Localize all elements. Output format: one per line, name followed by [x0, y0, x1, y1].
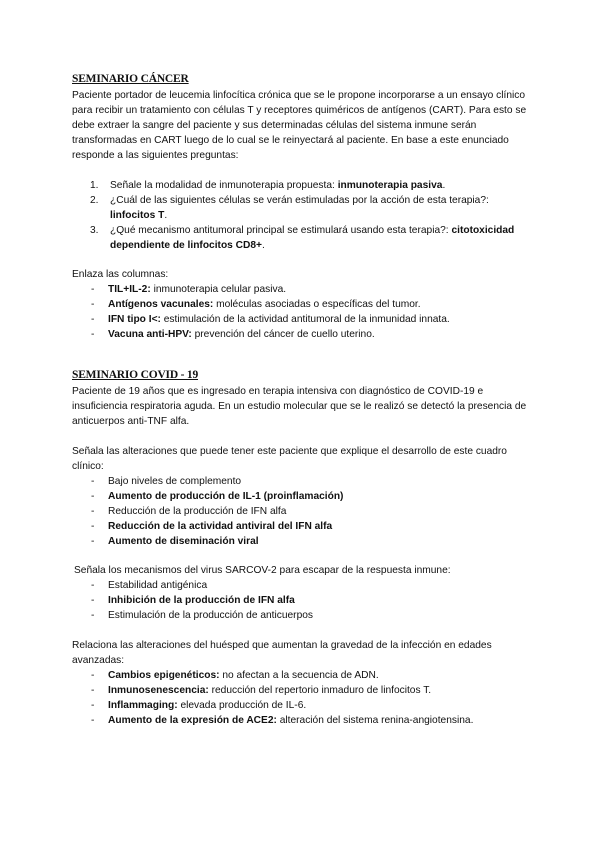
cancer-answer-2: linfocitos T — [110, 209, 165, 221]
cancer-answer-1: inmunoterapia pasiva — [337, 179, 443, 191]
list-item: - Bajo niveles de complemento — [91, 475, 242, 487]
cancer-question-1: 1. Señale la modalidad de inmunoterapia propuesta: inmunoterapia pasiva. — [90, 179, 446, 191]
list-item: - TIL+IL-2: inmunoterapia celular pasiva. — [91, 284, 287, 295]
cancer-match-lead: Enlaza las columnas: — [72, 269, 169, 280]
covid-q2-list — [72, 578, 532, 623]
covid-q1-lead: Señala las alteraciones que puede tener este paciente que explique el desarrollo de este cuadro clínico: — [72, 445, 507, 472]
covid-q3-lead: Relaciona las alteraciones del huésped que aumentan la gravedad de la infección en edades avanzadas: — [72, 639, 492, 666]
list-item: - Estabilidad antigénica — [91, 580, 208, 591]
cancer-question-2: 2. ¿Cuál de las siguientes células se verán estimuladas por la acción de esta terapia?: linfocitos T. — [90, 194, 489, 221]
list-item: - Reducción de la producción de IFN alfa — [91, 505, 287, 517]
covid-intro-paragraph: Paciente de 19 años que es ingresado en terapia intensiva con diagnóstico de COVID-19 e insuficiencia respiratoria aguda. En un estudio molecular que se le realizó se detectó la presencia de anticuerpos anti-TNF alfa. — [72, 386, 527, 427]
list-item: - Aumento de diseminación viral — [91, 535, 259, 547]
list-item: - Vacuna anti-HPV: prevención del cáncer de cuello uterino. — [91, 329, 375, 340]
list-item: - Inflammaging: elevada producción de IL-6. — [91, 699, 307, 711]
list-item: - Aumento de la expresión de ACE2: alteración del sistema renina-angiotensina. — [91, 714, 474, 726]
cancer-section-title: SEMINARIO CÁNCER — [72, 73, 189, 85]
list-item: - Estimulación de la producción de anticuerpos — [91, 610, 314, 621]
covid-section-title: SEMINARIO COVID - 19 — [72, 369, 199, 381]
document-page — [72, 72, 532, 728]
list-item: - IFN tipo I<: estimulación de la actividad antitumoral de la inmunidad innata. — [91, 314, 450, 325]
cancer-intro-paragraph: Paciente portador de leucemia linfocítica crónica que se le propone incorporarse a un ensayo clínico para recibir un tratamiento con células T y receptores quiméricos de antígenos (CART). Para esto se debe extraer la sangre del paciente y sus determinadas células del sistema inmune serán transformadas en CART luego de lo cual se le reinyectará al paciente. En base a este enunciado responde a las siguientes preguntas: — [72, 90, 527, 161]
cancer-questions-list — [72, 178, 532, 253]
list-item: - Antígenos vacunales: moléculas asociadas o específicas del tumor. — [91, 299, 421, 310]
list-item: - Aumento de producción de IL-1 (proinflamación) — [91, 490, 344, 502]
cancer-answer-3: citotoxicidad dependiente de linfocitos CD8+ — [110, 224, 515, 251]
cancer-match-list — [72, 282, 532, 342]
covid-q2-lead: Señala los mecanismos del virus SARCOV-2 para escapar de la respuesta inmune: — [74, 565, 451, 576]
list-item: - Cambios epigenéticos: no afectan a la secuencia de ADN. — [91, 669, 379, 681]
covid-q1-list — [72, 474, 532, 549]
cancer-question-3: 3. ¿Qué mecanismo antitumoral principal se estimulará usando esta terapia?: citotoxicidad dependiente de linfocitos CD8+. — [90, 224, 515, 251]
list-item: - Inhibición de la producción de IFN alfa — [91, 595, 295, 606]
list-item: - Reducción de la actividad antiviral del IFN alfa — [91, 520, 333, 532]
list-item: - Inmunosenescencia: reducción del repertorio inmaduro de linfocitos T. — [91, 684, 432, 696]
covid-q3-list — [72, 668, 532, 728]
